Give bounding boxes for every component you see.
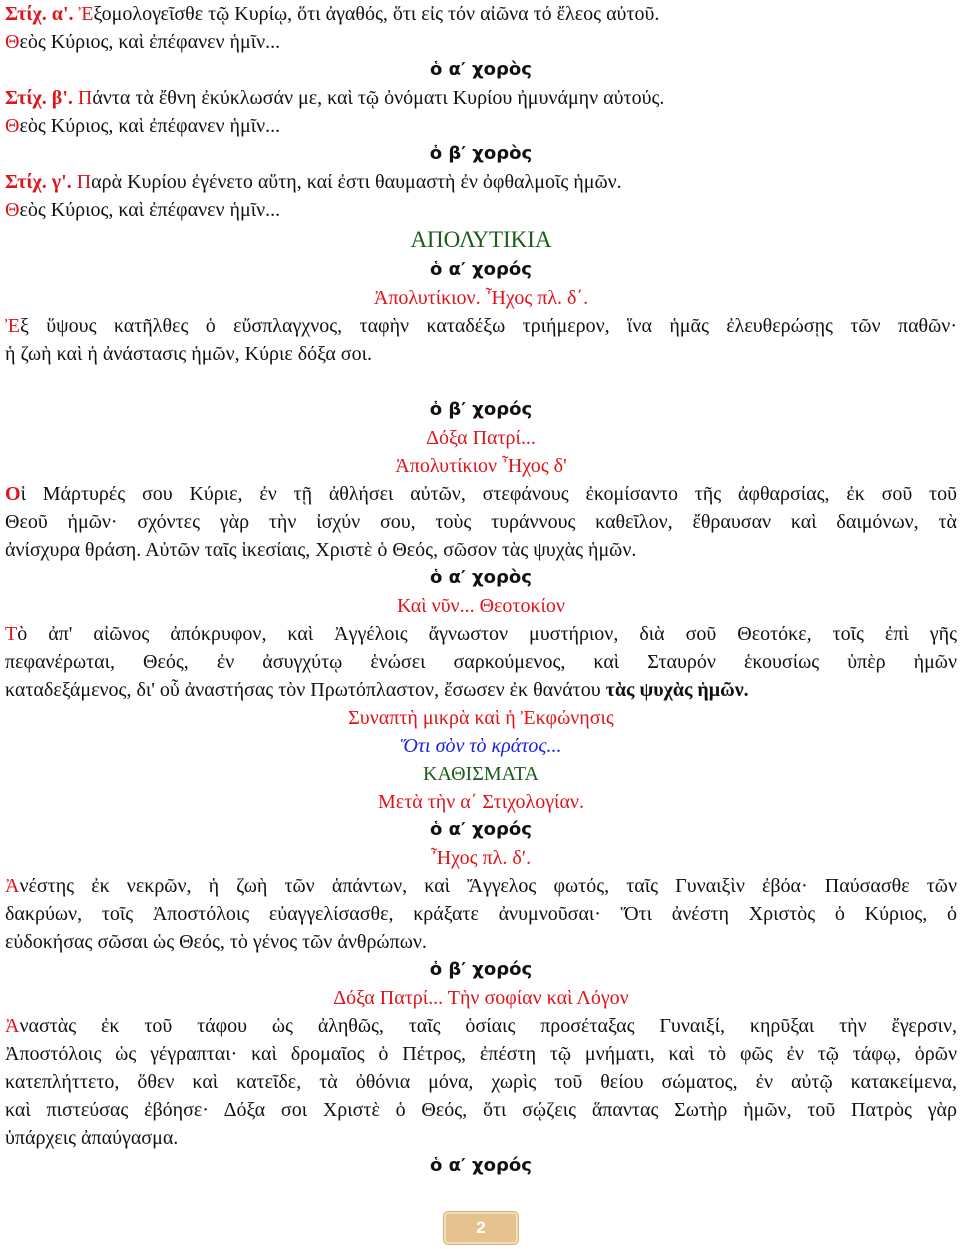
choir-heading: ὁ α′ χορὸς — [430, 567, 532, 588]
verse-text: ξομολογεῖσθε τῷ Κυρίῳ, ὅτι ἀγαθός, ὅτι εἰς τόν αἰῶνα τό ἔλεος αὐτοῦ. — [93, 3, 660, 25]
initial: Π — [76, 171, 92, 193]
choir-heading: ὁ α′ χορὸς — [430, 59, 532, 80]
hymn-line — [5, 676, 957, 704]
refrain — [5, 196, 957, 224]
spacer — [5, 368, 957, 396]
refrain-text: εὸς Κύριος, καὶ ἐπέφανεν ἡμῖν... — [19, 199, 281, 221]
verse-text: άντα τὰ ἔθνη ἐκύκλωσάν με, καὶ τῷ ὀνόματι Κυρίου ἠμυνάμην αὐτούς. — [92, 87, 665, 109]
verse-label: Στίχ. γ'. — [5, 171, 77, 193]
hymn-line: ὑπάρχεις ἀπαύγασμα. — [5, 1127, 179, 1149]
refrain — [5, 112, 957, 140]
initial: Ἐ — [5, 315, 20, 337]
refrain-text: εὸς Κύριος, καὶ ἐπέφανεν ἡμῖν... — [19, 31, 281, 53]
rubric: Δόξα Πατρί... — [426, 427, 536, 449]
hymn-line — [5, 1012, 957, 1040]
hymn-text: νέστης ἐκ νεκρῶν, ἡ ζωὴ τῶν ἁπάντων, καὶ Ἄγγελος φωτός, ταῖς Γυναιξὶν ἐβόα· Παύσασθε τῶν — [19, 875, 957, 897]
initial: Ἐ — [78, 3, 94, 25]
verse-label: Στίχ. α'. — [5, 3, 79, 25]
hymn-text: καταδεξάμενος, δι' οὗ ἀναστήσας τὸν Πρωτόπλαστον, ἔσωσεν ἐκ θανάτου — [5, 679, 606, 701]
choir-heading: ὁ β′ χορὸς — [429, 143, 533, 164]
hymn-line: Θεοῦ ἡμῶν· σχόντες γὰρ τὴν ἰσχύν σου, τοὺς τυράννους καθεῖλον, ἔθραυσαν καὶ δαιμόνων, τὰ — [5, 511, 957, 533]
choir-heading: ὁ β′ χορός — [429, 959, 533, 980]
rubric: Μετὰ τὴν α΄ Στιχολογίαν. — [378, 791, 584, 813]
hymn-text: ἱ Μάρτυρές σου Κύριε, ἐν τῇ ἀθλήσει αὐτῶν, στεφάνους ἐκομίσαντο τῆς ἀφθαρσίας, ἐκ σοῦ τοῦ — [20, 483, 957, 505]
initial: Π — [77, 87, 93, 109]
hymn-line: πεφανέρωται, Θεός, ἐν ἀσυγχύτῳ ἑνώσει σαρκούμενος, καὶ Σταυρόν ἑκουσίως ὑπὲρ ἡμῶν — [5, 651, 957, 673]
initial: Θ — [5, 199, 20, 221]
rubric: Ἀπολυτίκιον Ἦχος δ' — [395, 455, 567, 477]
choir-heading: ὁ β′ χορός — [429, 399, 533, 420]
hymn-text: ὸ ἀπ' αἰῶνος ἀπόκρυφον, καὶ Ἀγγέλοις ἄγνωστον μυστήριον, διὰ σοῦ Θεοτόκε, τοῖς ἐπὶ γῆς — [17, 623, 957, 645]
initial: Ο — [5, 483, 21, 505]
hymn-line: καὶ πιστεύσας ἐβόησε· Δόξα σοι Χριστὲ ὁ Θεός, ὅτι σῴζεις ἅπαντας Σωτὴρ ἡμῶν, τοῦ Πατρὸς γὰρ — [5, 1099, 957, 1121]
hymn-line: δακρύων, τοῖς Ἀποστόλοις εὐαγγελίσασθε, κράξατε ἀνυμνοῦσαι· Ὅτι ἀνέστη Χριστὸς ὁ Κύριος, ὁ — [5, 903, 957, 925]
refrain-text: εὸς Κύριος, καὶ ἐπέφανεν ἡμῖν... — [19, 115, 281, 137]
initial: Θ — [5, 115, 20, 137]
verse-1 — [5, 0, 957, 28]
hymn-text-bold: τὰς ψυχὰς ἡμῶν. — [605, 679, 749, 701]
hymn-text: ναστὰς ἐκ τοῦ τάφου ὡς ἀληθῶς, ταῖς ὁσίαις προσέταξας Γυναιξί, κηρῦξαι τὴν ἔγερσιν, — [19, 1015, 957, 1037]
rubric: Συναπτὴ μικρὰ καὶ ἡ Ἐκφώνησις — [348, 707, 614, 729]
hymn-line: κατεπλήττετο, ὅθεν καὶ κατεῖδε, τὰ ὀθόνια μόνα, χωρὶς τοῦ θείου σώματος, ἐν αὐτῷ κατακείμενα, — [5, 1071, 957, 1093]
rubric: Ἦχος πλ. δ′. — [430, 847, 532, 869]
hymn-line: ἡ ζωὴ καὶ ἡ ἀνάστασις ἡμῶν, Κύριε δόξα σοι. — [5, 343, 372, 365]
choir-heading: ὁ α′ χορός — [430, 259, 532, 280]
hymn-text: ξ ὕψους κατῆλθες ὁ εὔσπλαγχνος, ταφὴν καταδέξω τριήμερον, ἵνα ἡμᾶς ἐλευθερώσῃς τῶν παθῶν· — [19, 315, 957, 337]
initial: Τ — [5, 623, 18, 645]
choir-heading: ὁ α′ χορός — [430, 1155, 532, 1176]
initial: Θ — [5, 31, 20, 53]
hymn-line: Ἀποστόλοις ὡς γέγραπται· καὶ δρομαῖος ὁ Πέτρος, ἐπέστη τῷ μνήματι, καὶ τὸ φῶς ἐν τῷ τάφῳ, ὁρῶν — [5, 1043, 957, 1065]
section-heading-apolytikia: ΑΠΟΛΥΤΙΚΙΑ — [410, 227, 552, 252]
verse-2 — [5, 84, 957, 112]
rubric: Ἀπολυτίκιον. Ἦχος πλ. δ΄. — [373, 287, 589, 309]
verse-text: αρὰ Κυρίου ἐγένετο αὕτη, καί ἐστι θαυμαστὴ ἐν ὀφθαλμοῖς ἡμῶν. — [91, 171, 622, 193]
rubric: Καὶ νῦν... Θεοτοκίον — [397, 595, 565, 617]
hymn-line: εὐδοκήσας σῶσαι ὡς Θεός, τὸ γένος τῶν ἀνθρώπων. — [5, 931, 427, 953]
refrain — [5, 28, 957, 56]
hymn-line — [5, 480, 957, 508]
section-heading-kathismata: ΚΑΘΙΣΜΑΤΑ — [423, 763, 539, 785]
hymn-line — [5, 312, 957, 340]
exclamation: Ὅτι σὸν τὸ κράτος... — [400, 735, 562, 757]
initial: Ἀ — [5, 1015, 20, 1037]
choir-heading: ὁ α′ χορός — [430, 819, 532, 840]
rubric: Δόξα Πατρί... Τὴν σοφίαν καὶ Λόγον — [333, 987, 629, 1009]
hymn-line — [5, 620, 957, 648]
hymn-line — [5, 872, 957, 900]
verse-label: Στίχ. β'. — [5, 87, 78, 109]
page-number-badge: 2 — [444, 1212, 518, 1244]
hymn-line: ἀνίσχυρα θράση. Αὐτῶν ταῖς ἱκεσίαις, Χριστὲ ὁ Θεός, σῶσον τὰς ψυχὰς ἡμῶν. — [5, 539, 637, 561]
initial: Ἀ — [5, 875, 20, 897]
verse-3 — [5, 168, 957, 196]
